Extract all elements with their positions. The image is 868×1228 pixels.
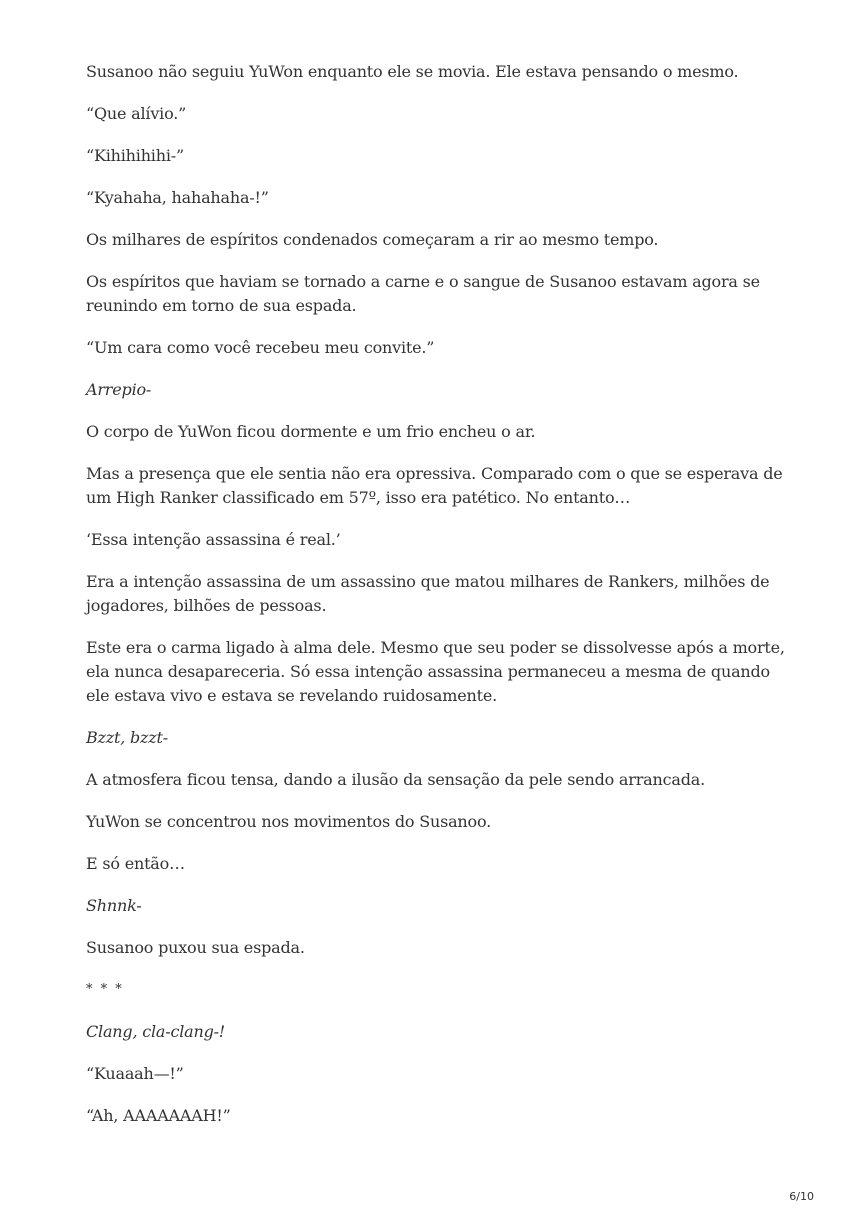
document-page xyxy=(86,60,786,1146)
paragraph: Susanoo não seguiu YuWon enquanto ele se movia. Ele estava pensando o mesmo. xyxy=(86,62,739,81)
paragraph: Os espíritos que haviam se tornado a carne e o sangue de Susanoo estavam agora se reunindo em torno de sua espada. xyxy=(86,272,760,315)
dialogue-line: “Um cara como você recebeu meu convite.” xyxy=(86,338,435,357)
sound-effect: Clang, cla-clang-! xyxy=(86,1022,226,1041)
dialogue-line: “Kuaaah—!” xyxy=(86,1064,184,1083)
page-number: 6/10 xyxy=(789,1190,814,1203)
paragraph: E só então… xyxy=(86,854,185,873)
dialogue-line: “Que alívio.” xyxy=(86,104,187,123)
paragraph: Era a intenção assassina de um assassino que matou milhares de Rankers, milhões de jogadores, bilhões de pessoas. xyxy=(86,572,770,615)
scene-separator: * * * xyxy=(86,982,124,997)
sound-effect: Arrepio- xyxy=(86,380,152,399)
dialogue-line: “Ah, AAAAAAAH!” xyxy=(86,1106,231,1125)
paragraph: Os milhares de espíritos condenados começaram a rir ao mesmo tempo. xyxy=(86,230,659,249)
paragraph: A atmosfera ficou tensa, dando a ilusão da sensação da pele sendo arrancada. xyxy=(86,770,705,789)
sound-effect: Bzzt, bzzt- xyxy=(86,728,168,747)
paragraph: O corpo de YuWon ficou dormente e um frio encheu o ar. xyxy=(86,422,536,441)
dialogue-line: “Kyahaha, hahahaha-!” xyxy=(86,188,269,207)
sound-effect: Shnnk- xyxy=(86,896,142,915)
paragraph: Este era o carma ligado à alma dele. Mesmo que seu poder se dissolvesse após a morte, ela nunca desapareceria. Só essa intenção assassina permaneceu a mesma de quando ele estava vivo e estava se revelando ruidosamente. xyxy=(86,638,785,705)
paragraph: YuWon se concentrou nos movimentos do Susanoo. xyxy=(86,812,492,831)
thought-line: ‘Essa intenção assassina é real.’ xyxy=(86,530,341,549)
paragraph: Susanoo puxou sua espada. xyxy=(86,938,305,957)
paragraph: Mas a presença que ele sentia não era opressiva. Comparado com o que se esperava de um High Ranker classificado em 57º, isso era patético. No entanto… xyxy=(86,464,783,507)
dialogue-line: “Kihihihihi-” xyxy=(86,146,184,165)
